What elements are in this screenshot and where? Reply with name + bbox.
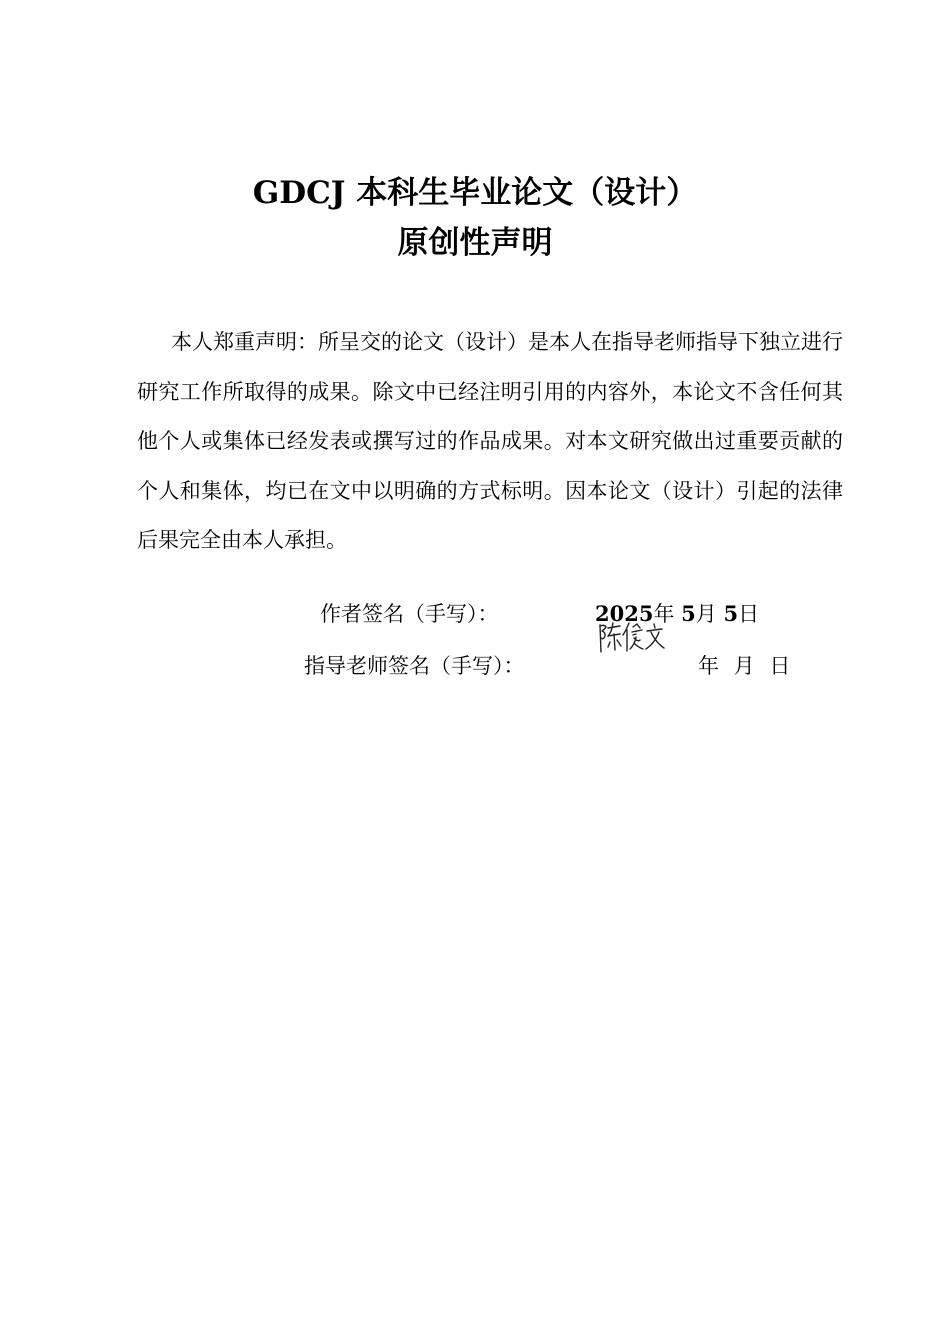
statement-text: 本人郑重声明：所呈交的论文（设计）是本人在指导老师指导下独立进行研究工作所取得的成果。除文中已经注明引用的内容外，本论文不含任何其他个人或集体已经发表或撰写过的作品成果。对本文研究做出过重要贡献的个人和集体，均已在文中以明确的方式标明。因本论文（设计）引起的法律后果完全由本人承担。 (137, 330, 843, 552)
advisor-signature-date: 年 月 日 (698, 654, 791, 678)
handwritten-signature (596, 618, 672, 658)
title-line-2: 原创性声明 (397, 225, 553, 261)
date-year: 2025 (595, 601, 654, 626)
author-signature-label: 作者签名（手写）： (320, 602, 499, 626)
date-year-unit: 年 (653, 602, 675, 626)
title-line-1: GDCJ 本科生毕业论文（设计） (252, 175, 698, 211)
date-month-unit: 月 (695, 602, 717, 626)
date-day-unit: 日 (738, 602, 760, 626)
document-title (0, 168, 950, 268)
originality-statement (137, 318, 843, 566)
date-day: 5 (723, 601, 739, 626)
advisor-signature-label: 指导老师签名（手写）： (304, 654, 525, 678)
date-month: 5 (681, 601, 696, 626)
